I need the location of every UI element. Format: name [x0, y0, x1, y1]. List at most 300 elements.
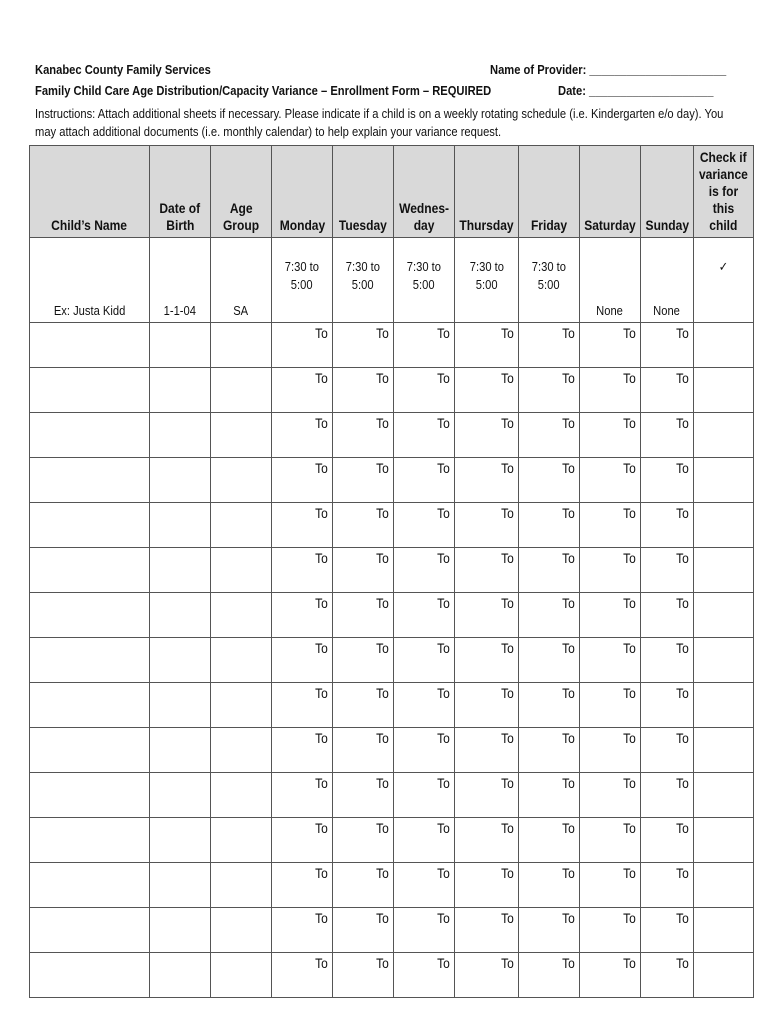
variance-check-cell[interactable] — [694, 458, 754, 503]
wednesday-cell[interactable] — [394, 728, 455, 773]
table-row — [30, 593, 754, 638]
variance-check-cell[interactable] — [694, 413, 754, 458]
to-label: To — [501, 550, 515, 566]
to-label: To — [676, 505, 690, 521]
friday-cell[interactable] — [519, 593, 580, 638]
thursday-cell[interactable] — [455, 638, 519, 683]
to-label: To — [315, 685, 328, 701]
to-label: To — [437, 730, 450, 746]
to-label: To — [623, 775, 637, 791]
table-row — [30, 863, 754, 908]
to-label: To — [562, 550, 576, 566]
to-label: To — [676, 730, 690, 746]
age-group-cell[interactable] — [211, 908, 272, 953]
to-label: To — [315, 775, 328, 791]
age-group-cell[interactable] — [211, 548, 272, 593]
saturday-cell[interactable] — [580, 728, 641, 773]
variance-check-cell[interactable] — [694, 953, 754, 998]
variance-check-cell[interactable] — [694, 503, 754, 548]
to-label: To — [562, 685, 576, 701]
tuesday-cell[interactable] — [333, 458, 394, 503]
table-row — [30, 458, 754, 503]
table-row — [30, 413, 754, 458]
to-label: To — [623, 460, 637, 476]
monday-cell[interactable] — [272, 368, 333, 413]
childs-name-cell[interactable] — [30, 593, 150, 638]
example-name: Ex: Justa Kidd — [30, 238, 150, 323]
saturday-cell[interactable] — [580, 413, 641, 458]
childs-name-cell[interactable] — [30, 728, 150, 773]
wednesday-cell[interactable] — [394, 863, 455, 908]
thursday-cell[interactable] — [455, 953, 519, 998]
to-label: To — [562, 955, 576, 971]
date-of-birth-cell[interactable] — [150, 908, 211, 953]
friday-cell[interactable] — [519, 323, 580, 368]
age-group-cell[interactable] — [211, 953, 272, 998]
sunday-cell[interactable] — [641, 413, 694, 458]
example-dob: 1-1-04 — [150, 238, 211, 323]
tuesday-cell[interactable] — [333, 773, 394, 818]
date-field[interactable]: Date: ____________________ — [558, 83, 714, 98]
to-label: To — [437, 910, 450, 926]
monday-cell[interactable] — [272, 503, 333, 548]
sunday-cell[interactable] — [641, 323, 694, 368]
wednesday-cell[interactable] — [394, 818, 455, 863]
to-label: To — [315, 820, 328, 836]
instructions: Instructions: Attach additional sheets if necessary. Please indicate if a child is on a weekly rotating schedule (i.e. Kindergarten e/o day). You may attach additional documents (i.e. monthly calendar) to help explain your variance request. — [35, 106, 724, 139]
monday-cell[interactable] — [272, 458, 333, 503]
to-label: To — [676, 955, 690, 971]
to-label: To — [623, 550, 637, 566]
table-row — [30, 323, 754, 368]
wednesday-cell[interactable] — [394, 368, 455, 413]
sunday-cell[interactable] — [641, 818, 694, 863]
to-label: To — [501, 640, 515, 656]
date-of-birth-cell[interactable] — [150, 323, 211, 368]
thursday-cell[interactable] — [455, 503, 519, 548]
friday-cell[interactable] — [519, 773, 580, 818]
to-label: To — [501, 685, 515, 701]
monday-cell[interactable] — [272, 908, 333, 953]
to-label: To — [376, 595, 389, 611]
wednesday-cell[interactable] — [394, 683, 455, 728]
to-label: To — [623, 370, 637, 386]
date-of-birth-cell[interactable] — [150, 863, 211, 908]
variance-check-cell[interactable] — [694, 818, 754, 863]
to-label: To — [437, 820, 450, 836]
to-label: To — [623, 955, 637, 971]
col-monday: Monday — [272, 146, 333, 238]
table-row — [30, 728, 754, 773]
to-label: To — [315, 415, 328, 431]
thursday-cell[interactable] — [455, 908, 519, 953]
childs-name-cell[interactable] — [30, 323, 150, 368]
saturday-cell[interactable] — [580, 323, 641, 368]
sunday-cell[interactable] — [641, 368, 694, 413]
age-group-cell[interactable] — [211, 323, 272, 368]
to-label: To — [437, 370, 450, 386]
tuesday-cell[interactable] — [333, 548, 394, 593]
to-label: To — [315, 505, 328, 521]
tuesday-cell[interactable] — [333, 728, 394, 773]
to-label: To — [437, 595, 450, 611]
col-friday: Friday — [519, 146, 580, 238]
to-label: To — [315, 460, 328, 476]
thursday-cell[interactable] — [455, 368, 519, 413]
wednesday-cell[interactable] — [394, 323, 455, 368]
to-label: To — [676, 685, 690, 701]
thursday-cell[interactable] — [455, 863, 519, 908]
col-wednesday: Wednes- day — [394, 146, 455, 238]
to-label: To — [562, 505, 576, 521]
to-label: To — [501, 595, 515, 611]
age-group-cell[interactable] — [211, 728, 272, 773]
sunday-cell[interactable] — [641, 953, 694, 998]
saturday-cell[interactable] — [580, 503, 641, 548]
to-label: To — [376, 325, 389, 341]
to-label: To — [623, 325, 637, 341]
to-label: To — [437, 640, 450, 656]
monday-cell[interactable] — [272, 548, 333, 593]
to-label: To — [376, 910, 389, 926]
to-label: To — [623, 685, 637, 701]
wednesday-cell[interactable] — [394, 413, 455, 458]
friday-cell[interactable] — [519, 953, 580, 998]
tuesday-cell[interactable] — [333, 683, 394, 728]
example-age-group: SA — [211, 238, 272, 323]
to-label: To — [501, 775, 515, 791]
provider-name-field[interactable]: Name of Provider: ______________________ — [490, 62, 727, 77]
date-of-birth-cell[interactable] — [150, 818, 211, 863]
to-label: To — [623, 730, 637, 746]
to-label: To — [562, 820, 576, 836]
date-of-birth-cell[interactable] — [150, 638, 211, 683]
col-age-group: Age Group — [211, 146, 272, 238]
monday-cell[interactable] — [272, 773, 333, 818]
monday-cell[interactable] — [272, 863, 333, 908]
friday-cell[interactable] — [519, 503, 580, 548]
sunday-cell[interactable] — [641, 458, 694, 503]
tuesday-cell[interactable] — [333, 368, 394, 413]
col-date-of-birth: Date of Birth — [150, 146, 211, 238]
childs-name-cell[interactable] — [30, 458, 150, 503]
thursday-cell[interactable] — [455, 413, 519, 458]
to-label: To — [501, 910, 515, 926]
to-label: To — [376, 505, 389, 521]
to-label: To — [437, 955, 450, 971]
variance-check-cell[interactable] — [694, 368, 754, 413]
age-group-cell[interactable] — [211, 458, 272, 503]
tuesday-cell[interactable] — [333, 908, 394, 953]
to-label: To — [501, 370, 515, 386]
thursday-cell[interactable] — [455, 323, 519, 368]
table-row — [30, 548, 754, 593]
variance-check-cell[interactable] — [694, 773, 754, 818]
sunday-cell[interactable] — [641, 773, 694, 818]
date-of-birth-cell[interactable] — [150, 593, 211, 638]
monday-cell[interactable] — [272, 323, 333, 368]
tuesday-cell[interactable] — [333, 953, 394, 998]
to-label: To — [676, 595, 690, 611]
childs-name-cell[interactable] — [30, 413, 150, 458]
variance-check-cell[interactable] — [694, 548, 754, 593]
monday-cell[interactable] — [272, 953, 333, 998]
tuesday-cell[interactable] — [333, 503, 394, 548]
thursday-cell[interactable] — [455, 773, 519, 818]
table-row — [30, 503, 754, 548]
to-label: To — [437, 775, 450, 791]
date-of-birth-cell[interactable] — [150, 773, 211, 818]
variance-check-cell[interactable] — [694, 323, 754, 368]
to-label: To — [623, 595, 637, 611]
to-label: To — [623, 640, 637, 656]
to-label: To — [623, 820, 637, 836]
childs-name-cell[interactable] — [30, 908, 150, 953]
to-label: To — [437, 460, 450, 476]
childs-name-cell[interactable] — [30, 683, 150, 728]
to-label: To — [315, 595, 328, 611]
example-saturday: None — [580, 238, 641, 323]
saturday-cell[interactable] — [580, 908, 641, 953]
table-row — [30, 638, 754, 683]
friday-cell[interactable] — [519, 458, 580, 503]
col-tuesday: Tuesday — [333, 146, 394, 238]
wednesday-cell[interactable] — [394, 548, 455, 593]
age-group-cell[interactable] — [211, 638, 272, 683]
to-label: To — [315, 640, 328, 656]
monday-cell[interactable] — [272, 413, 333, 458]
example-monday: 7:30 to 5:00 — [272, 238, 333, 323]
childs-name-cell[interactable] — [30, 863, 150, 908]
sunday-cell[interactable] — [641, 638, 694, 683]
sunday-cell[interactable] — [641, 503, 694, 548]
wednesday-cell[interactable] — [394, 638, 455, 683]
to-label: To — [501, 325, 515, 341]
col-variance-check: Check if variance is for this child — [694, 146, 754, 238]
age-group-cell[interactable] — [211, 863, 272, 908]
date-of-birth-cell[interactable] — [150, 683, 211, 728]
tuesday-cell[interactable] — [333, 818, 394, 863]
example-wednesday: 7:30 to 5:00 — [394, 238, 455, 323]
childs-name-cell[interactable] — [30, 548, 150, 593]
to-label: To — [676, 820, 690, 836]
childs-name-cell[interactable] — [30, 773, 150, 818]
saturday-cell[interactable] — [580, 458, 641, 503]
to-label: To — [376, 640, 389, 656]
friday-cell[interactable] — [519, 368, 580, 413]
to-label: To — [562, 730, 576, 746]
to-label: To — [562, 415, 576, 431]
saturday-cell[interactable] — [580, 818, 641, 863]
to-label: To — [376, 550, 389, 566]
age-group-cell[interactable] — [211, 368, 272, 413]
thursday-cell[interactable] — [455, 728, 519, 773]
age-group-cell[interactable] — [211, 503, 272, 548]
table-row — [30, 818, 754, 863]
friday-cell[interactable] — [519, 413, 580, 458]
to-label: To — [501, 865, 515, 881]
sunday-cell[interactable] — [641, 728, 694, 773]
to-label: To — [562, 910, 576, 926]
to-label: To — [376, 730, 389, 746]
monday-cell[interactable] — [272, 593, 333, 638]
to-label: To — [315, 325, 328, 341]
saturday-cell[interactable] — [580, 863, 641, 908]
to-label: To — [437, 865, 450, 881]
monday-cell[interactable] — [272, 683, 333, 728]
saturday-cell[interactable] — [580, 593, 641, 638]
monday-cell[interactable] — [272, 728, 333, 773]
friday-cell[interactable] — [519, 863, 580, 908]
to-label: To — [315, 865, 328, 881]
friday-cell[interactable] — [519, 683, 580, 728]
table-row — [30, 953, 754, 998]
tuesday-cell[interactable] — [333, 638, 394, 683]
tuesday-cell[interactable] — [333, 413, 394, 458]
date-of-birth-cell[interactable] — [150, 503, 211, 548]
to-label: To — [501, 730, 515, 746]
friday-cell[interactable] — [519, 548, 580, 593]
to-label: To — [376, 865, 389, 881]
checkmark-icon: ✓ — [718, 259, 729, 274]
sunday-cell[interactable] — [641, 548, 694, 593]
to-label: To — [376, 685, 389, 701]
to-label: To — [676, 640, 690, 656]
date-of-birth-cell[interactable] — [150, 953, 211, 998]
childs-name-cell[interactable] — [30, 503, 150, 548]
date-of-birth-cell[interactable] — [150, 458, 211, 503]
to-label: To — [562, 370, 576, 386]
sunday-cell[interactable] — [641, 863, 694, 908]
to-label: To — [623, 505, 637, 521]
saturday-cell[interactable] — [580, 638, 641, 683]
childs-name-cell[interactable] — [30, 368, 150, 413]
age-group-cell[interactable] — [211, 773, 272, 818]
to-label: To — [315, 550, 328, 566]
friday-cell[interactable] — [519, 728, 580, 773]
wednesday-cell[interactable] — [394, 503, 455, 548]
saturday-cell[interactable] — [580, 683, 641, 728]
to-label: To — [562, 775, 576, 791]
table-header-row — [30, 146, 754, 238]
date-of-birth-cell[interactable] — [150, 413, 211, 458]
to-label: To — [376, 820, 389, 836]
to-label: To — [437, 550, 450, 566]
to-label: To — [562, 865, 576, 881]
sunday-cell[interactable] — [641, 593, 694, 638]
to-label: To — [562, 595, 576, 611]
to-label: To — [501, 415, 515, 431]
variance-check-cell[interactable] — [694, 728, 754, 773]
date-of-birth-cell[interactable] — [150, 368, 211, 413]
example-row — [30, 238, 754, 323]
to-label: To — [623, 415, 637, 431]
example-check — [694, 238, 754, 323]
sunday-cell[interactable] — [641, 908, 694, 953]
to-label: To — [562, 460, 576, 476]
to-label: To — [437, 415, 450, 431]
col-sunday: Sunday — [641, 146, 694, 238]
friday-cell[interactable] — [519, 818, 580, 863]
to-label: To — [315, 955, 328, 971]
wednesday-cell[interactable] — [394, 593, 455, 638]
tuesday-cell[interactable] — [333, 593, 394, 638]
wednesday-cell[interactable] — [394, 953, 455, 998]
to-label: To — [315, 910, 328, 926]
tuesday-cell[interactable] — [333, 863, 394, 908]
saturday-cell[interactable] — [580, 548, 641, 593]
to-label: To — [676, 415, 690, 431]
variance-check-cell[interactable] — [694, 638, 754, 683]
age-group-cell[interactable] — [211, 683, 272, 728]
wednesday-cell[interactable] — [394, 458, 455, 503]
friday-cell[interactable] — [519, 908, 580, 953]
variance-check-cell[interactable] — [694, 863, 754, 908]
to-label: To — [562, 325, 576, 341]
example-tuesday: 7:30 to 5:00 — [333, 238, 394, 323]
to-label: To — [437, 505, 450, 521]
thursday-cell[interactable] — [455, 548, 519, 593]
to-label: To — [676, 550, 690, 566]
to-label: To — [501, 820, 515, 836]
age-group-cell[interactable] — [211, 818, 272, 863]
variance-check-cell[interactable] — [694, 593, 754, 638]
to-label: To — [623, 865, 637, 881]
age-group-cell[interactable] — [211, 593, 272, 638]
enrollment-table — [29, 145, 754, 998]
date-of-birth-cell[interactable] — [150, 548, 211, 593]
table-row — [30, 368, 754, 413]
to-label: To — [437, 685, 450, 701]
table-row — [30, 683, 754, 728]
example-friday: 7:30 to 5:00 — [519, 238, 580, 323]
sunday-cell[interactable] — [641, 683, 694, 728]
age-group-cell[interactable] — [211, 413, 272, 458]
thursday-cell[interactable] — [455, 818, 519, 863]
variance-check-cell[interactable] — [694, 908, 754, 953]
saturday-cell[interactable] — [580, 953, 641, 998]
to-label: To — [315, 370, 328, 386]
to-label: To — [676, 775, 690, 791]
to-label: To — [501, 460, 515, 476]
col-childs-name: Child’s Name — [30, 146, 150, 238]
to-label: To — [376, 775, 389, 791]
thursday-cell[interactable] — [455, 683, 519, 728]
thursday-cell[interactable] — [455, 458, 519, 503]
example-sunday: None — [641, 238, 694, 323]
childs-name-cell[interactable] — [30, 953, 150, 998]
date-of-birth-cell[interactable] — [150, 728, 211, 773]
to-label: To — [501, 955, 515, 971]
saturday-cell[interactable] — [580, 773, 641, 818]
to-label: To — [315, 730, 328, 746]
saturday-cell[interactable] — [580, 368, 641, 413]
monday-cell[interactable] — [272, 638, 333, 683]
monday-cell[interactable] — [272, 818, 333, 863]
tuesday-cell[interactable] — [333, 323, 394, 368]
to-label: To — [376, 955, 389, 971]
childs-name-cell[interactable] — [30, 818, 150, 863]
to-label: To — [376, 370, 389, 386]
wednesday-cell[interactable] — [394, 773, 455, 818]
thursday-cell[interactable] — [455, 593, 519, 638]
childs-name-cell[interactable] — [30, 638, 150, 683]
to-label: To — [376, 415, 389, 431]
friday-cell[interactable] — [519, 638, 580, 683]
wednesday-cell[interactable] — [394, 908, 455, 953]
variance-check-cell[interactable] — [694, 683, 754, 728]
to-label: To — [676, 865, 690, 881]
